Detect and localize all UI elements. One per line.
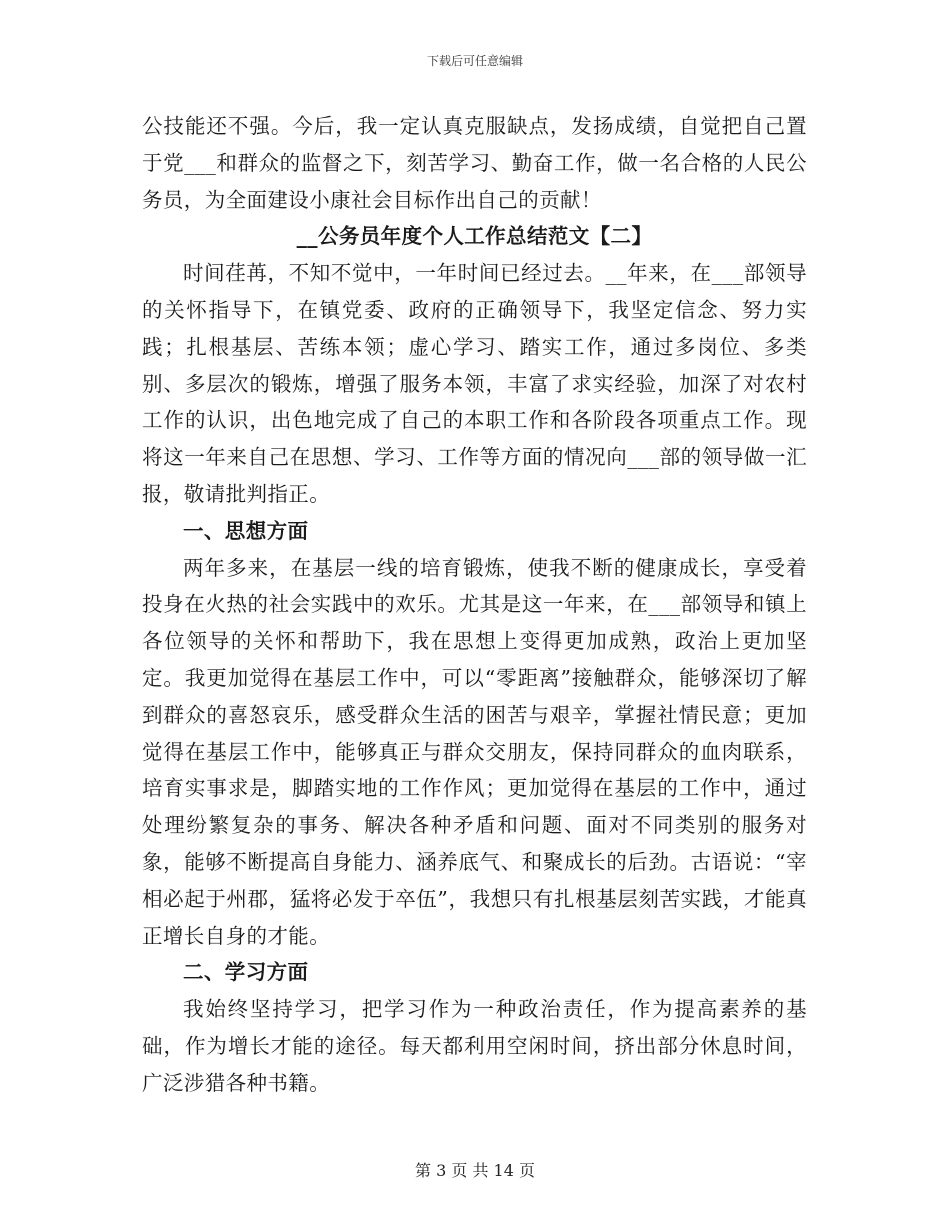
section-title: __公务员年度个人工作总结范文【二】	[296, 224, 653, 249]
heading-study: 二、学习方面	[183, 960, 309, 985]
thought-paragraph: 两年多来，在基层一线的培育锻炼，使我不断的健康成长，享受着投身在火热的社会实践中的欢乐。尤其是这一年来，在___部领导和镇上各位领导的关怀和帮助下，我在思想上变得更加成熟，政治上更加坚定。我更加觉得在基层工作中，可以“零距离”接触群众，能够深切了解到群众的喜怒哀乐，感受群众生活的困苦与艰辛，掌握社情民意；更加觉得在基层工作中，能够真正与群众交朋友，保持同群众的血肉联系，培育实事求是，脚踏实地的工作作风；更加觉得在基层的工作中，通过处理纷繁复杂的事务、解决各种矛盾和问题、面对不同类别的服务对象，能够不断提高自身能力、涵养底气、和聚成长的后劲。古语说：“宰相必起于州郡，猛将必发于卒伍”，我想只有扎根基层刻苦实践，才能真正增长自身的才能。	[142, 555, 807, 948]
document-body	[142, 108, 807, 1102]
intro-paragraph: 时间荏苒，不知不觉中，一年时间已经过去。__年来，在___部领导的关怀指导下，在镇党委、政府的正确领导下，我坚定信念、努力实践；扎根基层、苦练本领；虚心学习、踏实工作，通过多岗位、多类别、多层次的锻炼，增强了服务本领，丰富了求实经验，加深了对农村工作的认识，出色地完成了自己的本职工作和各阶段各项重点工作。现将这一年来自己在思想、学习、工作等方面的情况向___部的领导做一汇报，敬请批判指正。	[142, 261, 807, 506]
page-header-note: 下载后可任意编辑	[426, 54, 523, 68]
heading-thought: 一、思想方面	[183, 518, 309, 543]
continued-paragraph: 公技能还不强。今后，我一定认真克服缺点，发扬成绩，自觉把自己置于党___和群众的监督之下，刻苦学习、勤奋工作，做一名合格的人民公务员，为全面建设小康社会目标作出自己的贡献！	[142, 114, 807, 212]
study-paragraph: 我始终坚持学习，把学习作为一种政治责任，作为提高素养的基础，作为增长才能的途径。每天都利用空闲时间，挤出部分休息时间，广泛涉猎各种书籍。	[142, 997, 807, 1095]
page-footer: 第 3 页 共 14 页	[415, 1161, 535, 1180]
